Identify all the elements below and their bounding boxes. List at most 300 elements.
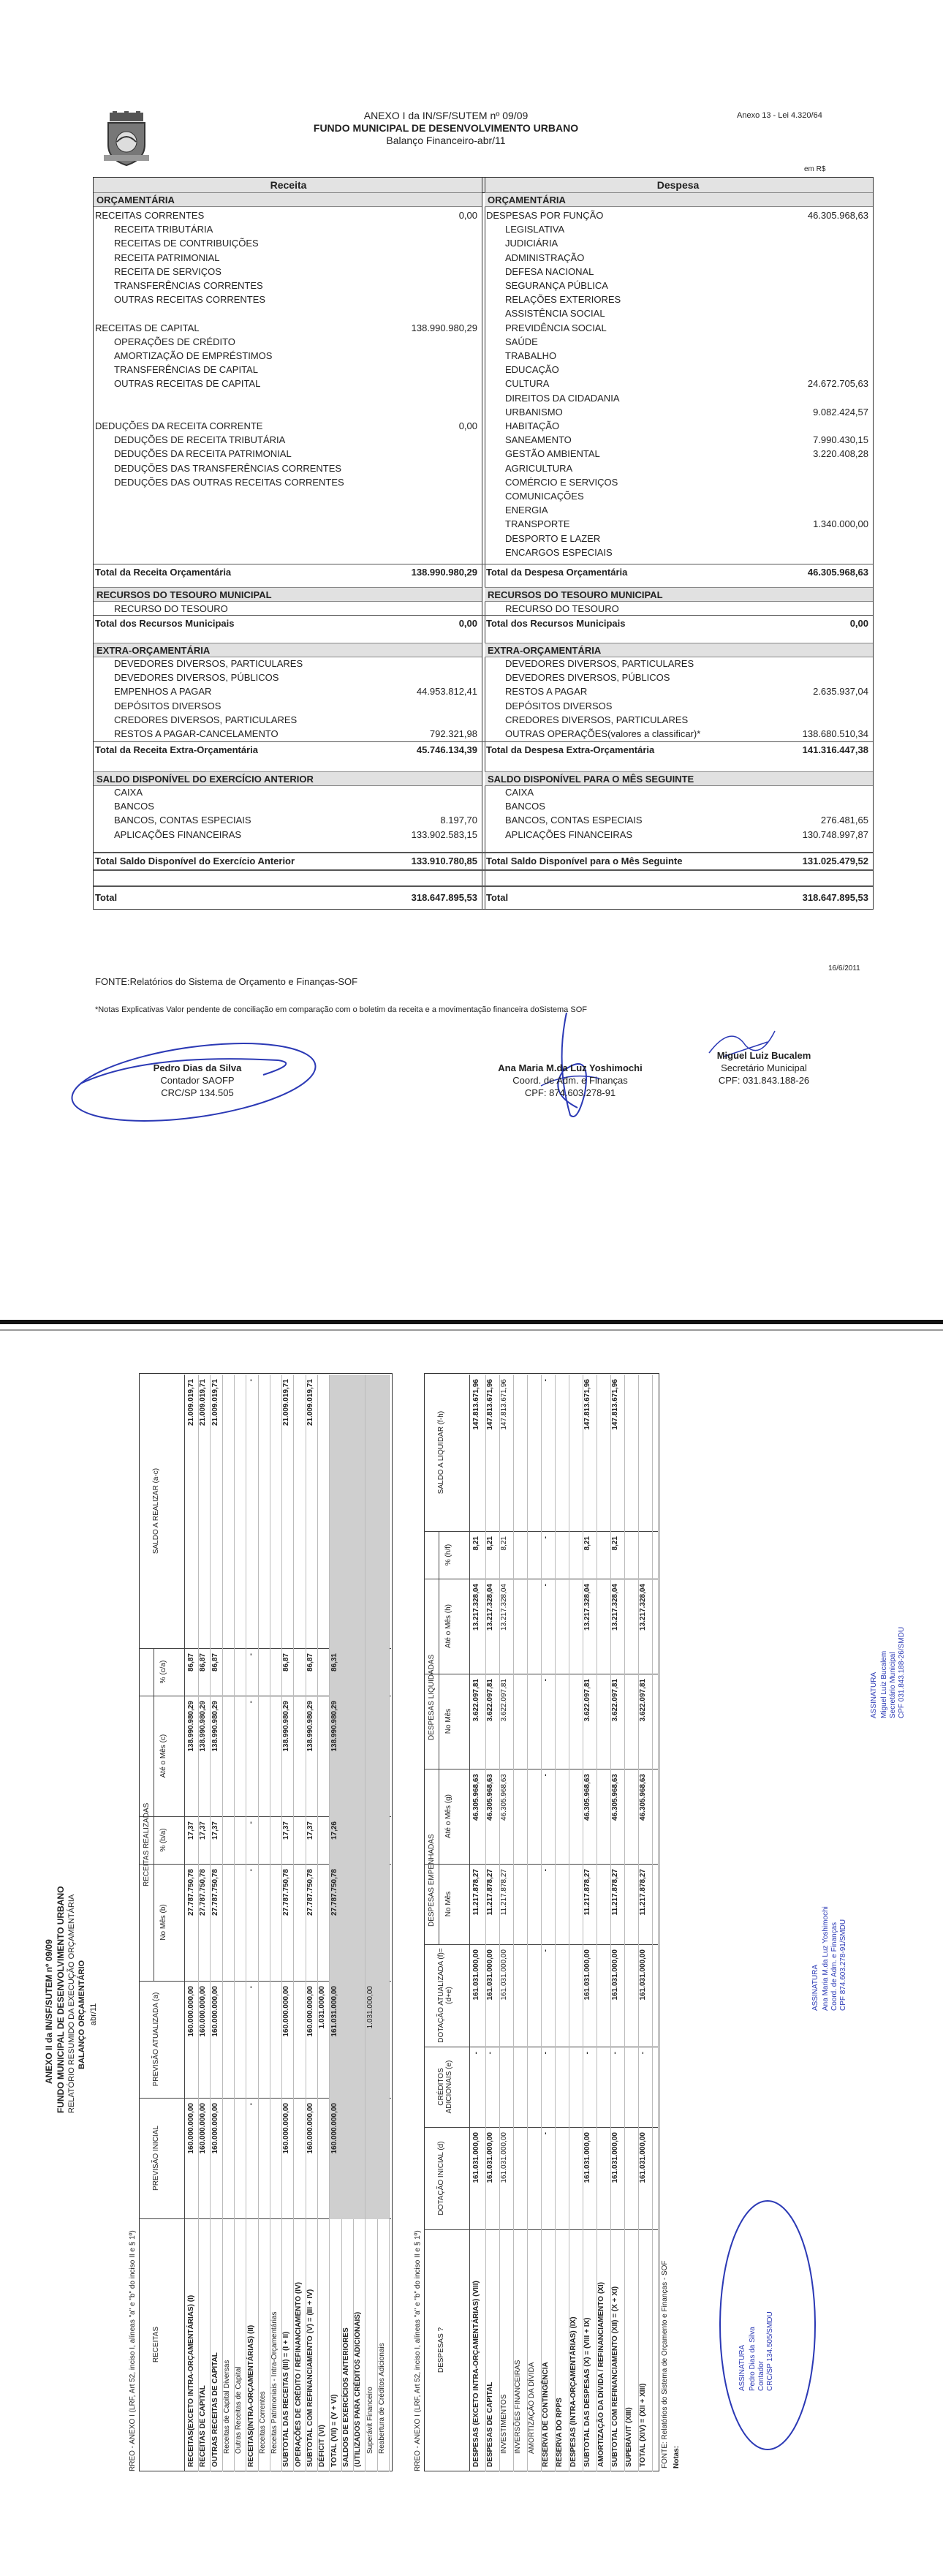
orc-right-row-value: 7.990.430,15 xyxy=(813,434,868,446)
extra-right-row-label: OUTRAS OPERAÇÕES(valores a classificar)* xyxy=(505,728,701,739)
orc-left-row-value: 0,00 xyxy=(458,210,477,221)
orc-right-row-label: DEFESA NACIONAL xyxy=(505,265,594,277)
extra-left-total-value: 45.746.134,39 xyxy=(416,744,477,755)
receitas-row-value: 27.787.750,78 xyxy=(306,1869,314,1916)
orc-left-row-value xyxy=(94,349,477,363)
orc-right-row-label: LEGISLATIVA xyxy=(505,224,565,235)
orc-right-row-value xyxy=(485,363,868,377)
receitas-row-value: 21.009.019,71 xyxy=(199,1379,208,1426)
receitas-rreo-label: RREO - ANEXO I (LRF, Art 52, inciso I, alíneas "a" e "b" do inciso II e § 1º) xyxy=(129,2230,137,2471)
despesas-row-value: 46.305.968,63 xyxy=(472,1774,480,1821)
despesas-row-value: - xyxy=(542,1774,550,1777)
signer-role-3: Secretário Municipal xyxy=(721,1062,807,1073)
despesas-row-value: 46.305.968,63 xyxy=(611,1774,619,1821)
orc-left-total-label: Total da Receita Orçamentária xyxy=(95,567,232,578)
header-ref: Anexo 13 - Lei 4.320/64 xyxy=(737,111,822,120)
despesas-row-label: TOTAL (XIV) = (XII + XIII) xyxy=(639,2383,647,2467)
orc-right-total-label: Total da Despesa Orçamentária xyxy=(486,567,628,578)
grand-left-total-label: Total xyxy=(95,892,118,903)
despesas-head-2: CRÉDITOS ADICIONAIS (e) xyxy=(437,2060,453,2114)
despesas-row-value: 11.217.878,27 xyxy=(639,1869,647,1916)
tesouro-right-row: RECURSO DO TESOURO xyxy=(505,603,619,614)
orc-left-row-label: RECEITA DE SERVIÇOS xyxy=(114,265,221,277)
orc-right-row-value xyxy=(485,251,868,265)
orc-left-row-label: RECEITA TRIBUTÁRIA xyxy=(114,224,213,235)
receitas-row-value: 27.787.750,78 xyxy=(282,1869,291,1916)
despesas-row-value: 13.217.328,04 xyxy=(583,1584,591,1631)
extra-right-row-value xyxy=(485,699,868,714)
orc-right-row-value: 3.220.408,28 xyxy=(813,448,868,460)
despesas-head-5: Até o Mês (g) xyxy=(444,1794,452,1839)
orc-right-row-value xyxy=(485,391,868,406)
p2-notas: Notas: xyxy=(673,2445,681,2469)
signer-id-3: CPF: 031.843.188-26 xyxy=(718,1075,810,1086)
saldo-right-row-value: 130.748.997,87 xyxy=(802,828,868,840)
p2-title1: ANEXO II da IN/SF/SUTEM nº 09/09 xyxy=(44,1939,54,2084)
despesas-head-4: No Mês xyxy=(444,1891,452,1917)
despesas-row-value: 147.813.671,96 xyxy=(500,1379,508,1430)
orc-left-row-label: TRANSFERÊNCIAS CORRENTES xyxy=(114,280,263,291)
orc-left-row-value: 0,00 xyxy=(458,420,477,431)
despesas-row-label: INVESTIMENTOS xyxy=(500,2394,508,2454)
p2-signer-role-0: Contador xyxy=(757,2360,765,2391)
saldo-right-row-value xyxy=(485,785,868,800)
saldo-right-total-label: Total Saldo Disponível para o Mês Seguinte xyxy=(486,855,683,866)
despesas-head-6: No Mês xyxy=(444,1708,452,1734)
saldo-left-row-label: CAIXA xyxy=(114,787,143,798)
extra-left-row-value xyxy=(94,657,477,671)
despesas-row-value: 147.813.671,96 xyxy=(486,1379,494,1430)
despesas-head-7: Até o Mês (h) xyxy=(444,1604,452,1649)
orc-left-row-value xyxy=(94,461,477,476)
despesas-row-value: 13.217.328,04 xyxy=(639,1584,647,1631)
receitas-shade-row xyxy=(341,1375,353,2219)
receitas-row-label: Receitas de Capital Diversas xyxy=(222,2360,231,2454)
orc-right-row-label: ENERGIA xyxy=(505,505,548,516)
despesas-row-value: 13.217.328,04 xyxy=(472,1584,480,1631)
despesas-row-value: 11.217.878,27 xyxy=(486,1869,494,1916)
orc-right-row-value xyxy=(485,489,868,504)
receitas-row-label: RECEITAS DE CAPITAL xyxy=(199,2385,208,2467)
orc-left-row-value xyxy=(94,447,477,461)
extra-right-row-value: 2.635.937,04 xyxy=(813,686,868,698)
saldo-left-row-value: 133.902.583,15 xyxy=(411,828,477,840)
orc-left-row-label: DEDUÇÕES DAS TRANSFERÊNCIAS CORRENTES xyxy=(114,462,342,474)
signer-id-2: CPF: 874.603.278-91 xyxy=(524,1087,616,1098)
orc-right-row-value xyxy=(485,349,868,363)
despesas-row-value: 161.031.000,00 xyxy=(486,2132,494,2183)
receitas-row-value: 138.990.980,29 xyxy=(282,1701,291,1752)
receitas-row-value: 160.000.000,00 xyxy=(211,1986,219,2037)
orc-left-row-label: RECEITAS DE CAPITAL xyxy=(95,322,200,333)
extra-right-row-label: DEVEDORES DIVERSOS, PARTICULARES xyxy=(505,658,694,669)
p2-signature-ellipse xyxy=(720,2201,815,2450)
receitas-row-label: Outras Receitas de Capital xyxy=(235,2366,243,2454)
saldo-right-row-label: CAIXA xyxy=(505,787,534,798)
orc-left-row-label: RECEITAS CORRENTES xyxy=(95,210,205,221)
despesas-row-value: 11.217.878,27 xyxy=(472,1869,480,1916)
receitas-row-value: 138.990.980,29 xyxy=(330,1701,338,1752)
receitas-row-value: 17,37 xyxy=(306,1821,314,1840)
tesouro-section-title-left: RECURSOS DO TESOURO MUNICIPAL xyxy=(94,587,482,602)
saldo-left-row-value xyxy=(94,799,477,814)
despesas-row-value: 46.305.968,63 xyxy=(486,1774,494,1821)
orc-right-row-value xyxy=(485,532,868,546)
receitas-head-5: Até o Mês (c) xyxy=(159,1734,167,1778)
receitas-row-line xyxy=(222,1375,223,2471)
receitas-row-value: 160.000.000,00 xyxy=(187,1986,195,2037)
orc-left-row-label: TRANSFERÊNCIAS DE CAPITAL xyxy=(114,364,258,376)
receitas-head-0: RECEITAS xyxy=(152,2326,160,2363)
orc-left-row-label: DEDUÇÕES DA RECEITA CORRENTE xyxy=(95,420,263,431)
despesas-row-label: SUBTOTAL COM REFINANCIAMENTO (XII) = (X + XI) xyxy=(611,2286,619,2467)
receitas-row-value: 17,37 xyxy=(282,1821,291,1840)
extra-total-rule xyxy=(94,741,873,742)
receitas-head-7: SALDO A REALIZAR (a-c) xyxy=(152,1468,160,1555)
despesas-row-label: INVERSÕES FINANCEIRAS xyxy=(514,2360,522,2454)
receitas-row-value: - xyxy=(246,2103,255,2106)
despesas-row-line xyxy=(513,1375,514,2471)
p2-signer-name-0: Pedro Dias da Silva xyxy=(749,2327,757,2391)
despesas-row-value: 161.031.000,00 xyxy=(639,1949,647,2001)
despesas-row-value: 8,21 xyxy=(472,1536,480,1551)
receitas-row-value: 86,87 xyxy=(211,1653,219,1672)
despesas-row-value: - xyxy=(472,2052,480,2055)
receitas-row-value: 138.990.980,29 xyxy=(211,1701,219,1752)
saldo-right-total-value: 131.025.479,52 xyxy=(802,855,868,866)
orc-right-row-value xyxy=(485,265,868,279)
despesas-rreo-label: RREO - ANEXO I (LRF, Art 52, inciso I, alíneas "a" e "b" do inciso II e § 1º) xyxy=(414,2230,422,2471)
orc-left-row-value xyxy=(94,251,477,265)
orc-right-row-label: DESPORTO E LAZER xyxy=(505,532,601,544)
extra-left-total-label: Total da Receita Extra-Orçamentária xyxy=(95,744,259,755)
p2-signer-name-1: Ana Maria M.da Luz Yoshimochi xyxy=(822,1906,830,2011)
despesas-row-value: 3.622.097,81 xyxy=(486,1679,494,1722)
receitas-head-1: PREVISÃO INICIAL xyxy=(152,2126,160,2191)
despesas-row-value: 46.305.968,63 xyxy=(639,1774,647,1821)
receitas-row-line xyxy=(317,1375,318,2471)
receitas-row-value: 21.009.019,71 xyxy=(306,1379,314,1426)
orc-right-row-label: COMÉRCIO E SERVIÇOS xyxy=(505,476,618,488)
header-line3: Balanço Financeiro-abr/11 xyxy=(386,135,506,146)
receitas-row-value: 160.000.000,00 xyxy=(282,2103,291,2154)
grand-right-total-value: 318.647.895,53 xyxy=(802,892,868,903)
extra-left-row-value xyxy=(94,713,477,728)
despesas-row-value: - xyxy=(542,1679,550,1682)
receitas-row-value: 160.000.000,00 xyxy=(211,2103,219,2154)
p2-title5: abr/11 xyxy=(89,2003,98,2025)
despesas-row-label: SUPERÁVIT (XIII) xyxy=(625,2407,633,2467)
receitas-row-value: 17,37 xyxy=(199,1821,208,1840)
orc-right-row-label: ASSISTÊNCIA SOCIAL xyxy=(505,308,605,320)
despesas-row-value: - xyxy=(542,1584,550,1587)
orc-right-row-label: TRANSPORTE xyxy=(505,518,570,530)
despesas-row-value: 3.622.097,81 xyxy=(639,1679,647,1722)
receitas-row-value: 138.990.980,29 xyxy=(187,1701,195,1752)
receitas-row-value: 160.000.000,00 xyxy=(199,1986,208,2037)
signer-role-2: Coord. de Adm. e Finanças xyxy=(512,1075,628,1086)
despesas-row-value: 11.217.878,27 xyxy=(500,1869,508,1916)
receitas-row-value: 86,31 xyxy=(330,1653,338,1672)
p2-sig-stamp: ASSINATURA xyxy=(738,2344,746,2391)
despesas-row-value: 11.217.878,27 xyxy=(583,1869,591,1916)
despesas-row-line xyxy=(555,1375,556,2471)
p2-title3: RELATÓRIO RESUMIDO DA EXECUÇÃO ORÇAMENTÁRIA xyxy=(67,1894,76,2113)
signature-block-3 xyxy=(683,1049,844,1087)
receitas-row-label: TOTAL (VII) = (V + VI) xyxy=(330,2394,338,2467)
extra-left-row-label: EMPENHOS A PAGAR xyxy=(114,686,212,698)
signature-block-1 xyxy=(117,1062,278,1099)
receitas-row-value: 1.031.000,00 xyxy=(318,1986,327,2029)
receitas-row-value: 138.990.980,29 xyxy=(306,1701,314,1752)
tesouro-right-total-value: 0,00 xyxy=(849,618,868,629)
fonte-note: FONTE:Relatórios do Sistema de Orçamento e Finanças-SOF xyxy=(95,976,358,987)
receitas-row-value: - xyxy=(246,1379,255,1382)
receitas-row-value: 160.000.000,00 xyxy=(306,2103,314,2154)
notas-note: *Notas Explicativas Valor pendente de conciliação em comparação com o boletim da receita e a movimentação financeira doSistema SOF xyxy=(95,1005,587,1014)
orc-left-row-value xyxy=(94,292,477,307)
despesas-row-value: - xyxy=(542,1869,550,1872)
signer-name-1: Pedro Dias da Silva xyxy=(153,1062,242,1073)
saldo-right-row-label: BANCOS, CONTAS ESPECIAIS xyxy=(505,815,643,826)
unit-label: em R$ xyxy=(804,165,826,173)
orc-right-row-value: 1.340.000,00 xyxy=(813,518,868,530)
saldo-left-row-value xyxy=(94,785,477,800)
saldo-right-row-label: APLICAÇÕES FINANCEIRAS xyxy=(505,828,633,840)
receitas-head-4: % (b/a) xyxy=(159,1828,167,1852)
balance-table xyxy=(93,177,874,910)
extra-section-title-left: EXTRA-ORÇAMENTÁRIA xyxy=(94,643,482,657)
despesas-row-value: 161.031.000,00 xyxy=(472,2132,480,2183)
despesas-row-line xyxy=(652,1375,653,2471)
report-date: 16/6/2011 xyxy=(828,964,860,972)
orc-left-row-label: RECEITA PATRIMONIAL xyxy=(114,252,220,263)
orc-right-row-label: SAÚDE xyxy=(505,336,538,347)
orc-right-row-value: 24.672.705,63 xyxy=(807,378,868,390)
orc-left-row-value xyxy=(94,335,477,350)
receitas-row-value: - xyxy=(246,1653,255,1656)
orc-left-row-label: OUTRAS RECEITAS CORRENTES xyxy=(114,294,266,306)
despesas-row-label: SUBTOTAL DAS DESPESAS (X) = (VIII + IX) xyxy=(583,2317,591,2467)
despesas-head-0: DESPESAS ? xyxy=(437,2327,445,2373)
orc-left-row-label: DEDUÇÕES DAS OUTRAS RECEITAS CORRENTES xyxy=(114,476,344,488)
despesas-row-value: 13.217.328,04 xyxy=(500,1584,508,1631)
extra-right-row-value: 138.680.510,34 xyxy=(802,728,868,739)
receitas-row-value: - xyxy=(246,1701,255,1704)
orc-right-total-value: 46.305.968,63 xyxy=(807,567,868,578)
saldo-right-row-value: 276.481,65 xyxy=(820,815,868,826)
receitas-head-3: No Mês (b) xyxy=(159,1904,167,1941)
page-separator-thin xyxy=(0,1329,943,1331)
despesas-row-value: - xyxy=(542,2132,550,2135)
despesas-row-value: 3.622.097,81 xyxy=(583,1679,591,1722)
receitas-head-2: PREVISÃO ATUALIZADA (a) xyxy=(152,1992,160,2087)
extra-right-row-value xyxy=(485,671,868,685)
tesouro-right-total-label: Total dos Recursos Municipais xyxy=(486,618,626,629)
receitas-row-value: 27.787.750,78 xyxy=(330,1869,338,1916)
despesas-row-label: RESERVA DO RPPS xyxy=(556,2398,564,2467)
receitas-row-value: 86,87 xyxy=(306,1653,314,1672)
orc-left-row-label: OPERAÇÕES DE CRÉDITO xyxy=(114,336,235,347)
orc-right-row-label: ENCARGOS ESPECIAIS xyxy=(505,546,613,558)
orc-right-row-value xyxy=(485,306,868,321)
col-head-despesa: Despesa xyxy=(483,178,873,193)
extra-right-row-label: DEPÓSITOS DIVERSOS xyxy=(505,700,613,711)
despesas-row-label: RESERVA DE CONTINGÊNCIA xyxy=(542,2362,550,2467)
orc-right-row-value xyxy=(485,545,868,560)
extra-section-title-right: EXTRA-ORÇAMENTÁRIA xyxy=(485,643,873,657)
receitas-row-label: Receitas Patrimoniais - Intra-Orçamentárias xyxy=(270,2311,279,2454)
despesas-row-value: 161.031.000,00 xyxy=(639,2132,647,2183)
despesas-row-value: 3.622.097,81 xyxy=(611,1679,619,1722)
p2-fonte: FONTE: Relatórios do Sistema de Orçamento e Finanças - SOF xyxy=(661,2260,669,2469)
receitas-row-value: - xyxy=(246,1869,255,1872)
col-head-receita: Receita xyxy=(94,178,483,193)
orc-right-row-label: PREVIDÊNCIA SOCIAL xyxy=(505,322,607,333)
receitas-row-value: 21.009.019,71 xyxy=(282,1379,291,1426)
receitas-row-line xyxy=(389,1375,390,2471)
receitas-row-value: 27.787.750,78 xyxy=(187,1869,195,1916)
despesas-row-label: AMORTIZAÇÃO DA DÍVIDA / REFINANCIAMENTO (XI) xyxy=(597,2282,605,2467)
despesas-row-value: 161.031.000,00 xyxy=(583,1949,591,2001)
orc-left-row-value xyxy=(94,236,477,251)
p2-signature-loop xyxy=(709,2194,855,2457)
receitas-shade-row xyxy=(353,1375,365,2219)
receitas-row-line xyxy=(234,1375,235,2471)
receitas-row-value: 27.787.750,78 xyxy=(211,1869,219,1916)
orc-right-row-label: DIREITOS DA CIDADANIA xyxy=(505,392,620,404)
receitas-row-value: 86,87 xyxy=(187,1653,195,1672)
extra-right-total-label: Total da Despesa Extra-Orçamentária xyxy=(486,744,655,755)
despesas-row-value: 161.031.000,00 xyxy=(500,2132,508,2183)
orc-right-row-value xyxy=(485,419,868,434)
orc-right-row-label: AGRICULTURA xyxy=(505,462,573,474)
despesas-row-value: - xyxy=(542,1949,550,1952)
receitas-row-value: 17,37 xyxy=(187,1821,195,1840)
receitas-row-line xyxy=(258,1375,259,2471)
despesas-row-value: 161.031.000,00 xyxy=(500,1949,508,2001)
receitas-row-label: Reabertura de Créditos Adicionais xyxy=(377,2343,386,2454)
signer-name-3: Miguel Luiz Bucalem xyxy=(716,1050,811,1061)
extra-left-row-value xyxy=(94,699,477,714)
despesas-head-1: DOTAÇÃO INICIAL (d) xyxy=(437,2141,445,2216)
orc-right-row-value xyxy=(485,503,868,518)
receitas-row-label: OPERAÇÕES DE CRÉDITO / REFINANCIAMENTO (IV) xyxy=(294,2282,303,2467)
orc-right-row-label: SANEAMENTO xyxy=(505,434,572,446)
receitas-row-value: 21.009.019,71 xyxy=(187,1379,195,1426)
saldo-section-title-right: SALDO DISPONÍVEL PARA O MÊS SEGUINTE xyxy=(485,771,873,786)
saldo-left-row-label: BANCOS, CONTAS ESPECIAIS xyxy=(114,815,251,826)
orc-section-title-left: ORÇAMENTÁRIA xyxy=(94,192,482,207)
orc-left-row-value xyxy=(94,391,477,406)
receitas-row-label: DÉFICIT (VI) xyxy=(318,2425,327,2467)
p2-signer-role-1: Coord. de Adm. e Finanças xyxy=(830,1922,838,2011)
receitas-head-line xyxy=(184,1375,185,2471)
p2-title4: BALANÇO ORÇAMENTÁRIO xyxy=(77,1960,86,2069)
despesas-group2-label: DESPESAS LIQUIDADAS xyxy=(428,1654,436,1740)
despesas-row-value: - xyxy=(542,1379,550,1382)
orc-left-row-value xyxy=(94,405,477,420)
despesas-row-value: - xyxy=(486,2052,494,2055)
balanco-orcamentario-page xyxy=(0,1338,943,2576)
orc-left-row-label: DEDUÇÕES DE RECEITA TRIBUTÁRIA xyxy=(114,434,286,446)
receitas-row-label: SUBTOTAL DAS RECEITAS (III) = (I + II) xyxy=(282,2331,291,2467)
orc-right-row-label: TRABALHO xyxy=(505,350,557,361)
receitas-row-value: 27.787.750,78 xyxy=(199,1869,208,1916)
receitas-row-label: SUBTOTAL COM REFINANCIAMENTO (V) = (III + IV) xyxy=(306,2289,314,2467)
orc-left-total-value: 138.990.980,29 xyxy=(411,567,477,578)
saldo-total-rule-2 xyxy=(94,869,873,871)
signer-role-1: Contador SAOFP xyxy=(160,1075,235,1086)
despesas-row-value: 11.217.878,27 xyxy=(611,1869,619,1916)
despesas-row-value: 13.217.328,04 xyxy=(486,1584,494,1631)
extra-left-row-value: 792.321,98 xyxy=(429,728,477,739)
orc-left-row-value xyxy=(94,377,477,391)
p2-signer-id-2: CPF 031.843.188-26/SMDU xyxy=(898,1626,906,1718)
orc-right-row-label: EDUCAÇÃO xyxy=(505,364,559,376)
orc-right-row-value: 46.305.968,63 xyxy=(807,210,868,221)
orc-left-row-value xyxy=(94,363,477,377)
despesas-row-value: 147.813.671,96 xyxy=(583,1379,591,1430)
receitas-row-value: 138.990.980,29 xyxy=(199,1701,208,1752)
orc-right-row-label: GESTÃO AMBIENTAL xyxy=(505,448,600,460)
orc-right-row-value xyxy=(485,292,868,307)
orc-right-row-value: 9.082.424,57 xyxy=(813,406,868,418)
despesas-row-value: 147.813.671,96 xyxy=(472,1379,480,1430)
orc-left-row-value xyxy=(94,475,477,490)
receitas-shade-row xyxy=(377,1375,389,2219)
signer-name-2: Ana Maria M.da Luz Yoshimochi xyxy=(498,1062,643,1073)
despesas-row-value: 161.031.000,00 xyxy=(583,2132,591,2183)
receitas-row-value: 17,26 xyxy=(330,1821,338,1840)
despesas-row-value: 46.305.968,63 xyxy=(583,1774,591,1821)
despesas-row-line xyxy=(527,1375,528,2471)
receitas-row-value: - xyxy=(246,1986,255,1989)
orc-left-row-value xyxy=(94,433,477,447)
extra-left-row-value: 44.953.812,41 xyxy=(416,686,477,698)
despesas-row-value: 161.031.000,00 xyxy=(472,1949,480,2001)
tesouro-left-row: RECURSO DO TESOURO xyxy=(114,603,228,614)
orc-right-row-label: COMUNICAÇÕES xyxy=(505,491,584,502)
extra-left-row-label: DEPÓSITOS DIVERSOS xyxy=(114,700,221,711)
despesas-row-value: 3.622.097,81 xyxy=(472,1679,480,1722)
despesas-head-3: DOTAÇÃO ATUALIZADA (f)=(d+e) xyxy=(437,1948,453,2043)
extra-left-row-label: CREDORES DIVERSOS, PARTICULARES xyxy=(114,714,298,725)
despesas-row-value: 8,21 xyxy=(611,1536,619,1551)
header-line2: FUNDO MUNICIPAL DE DESENVOLVIMENTO URBANO xyxy=(313,122,579,134)
saldo-section-title-left: SALDO DISPONÍVEL DO EXERCÍCIO ANTERIOR xyxy=(94,771,482,786)
orc-right-row-value xyxy=(485,222,868,237)
receitas-row-value: 160.000.000,00 xyxy=(187,2103,195,2154)
despesas-row-value: - xyxy=(583,2052,591,2055)
despesas-group1-label: DESPESAS EMPENHADAS xyxy=(428,1834,436,1927)
despesas-row-value: - xyxy=(639,2052,647,2055)
tesouro-total-rule xyxy=(94,615,873,616)
extra-right-row-label: RESTOS A PAGAR xyxy=(505,686,588,698)
p2-signer-name-2: Miguel Luiz Bucalem xyxy=(880,1650,888,1718)
receitas-head-6: % (c/a) xyxy=(159,1660,167,1684)
despesas-row-value: 8,21 xyxy=(583,1536,591,1551)
extra-right-row-value xyxy=(485,713,868,728)
despesas-head-9: SALDO A LIQUIDAR (f-h) xyxy=(437,1410,445,1495)
orc-right-row-value xyxy=(485,236,868,251)
orc-right-row-label: DESPESAS POR FUNÇÃO xyxy=(486,210,604,221)
despesas-row-value: 161.031.000,00 xyxy=(611,2132,619,2183)
receitas-row-value: 86,87 xyxy=(282,1653,291,1672)
despesas-row-value: - xyxy=(542,1536,550,1539)
rotated-canvas xyxy=(29,1379,906,2523)
saldo-left-row-label: APLICAÇÕES FINANCEIRAS xyxy=(114,828,242,840)
